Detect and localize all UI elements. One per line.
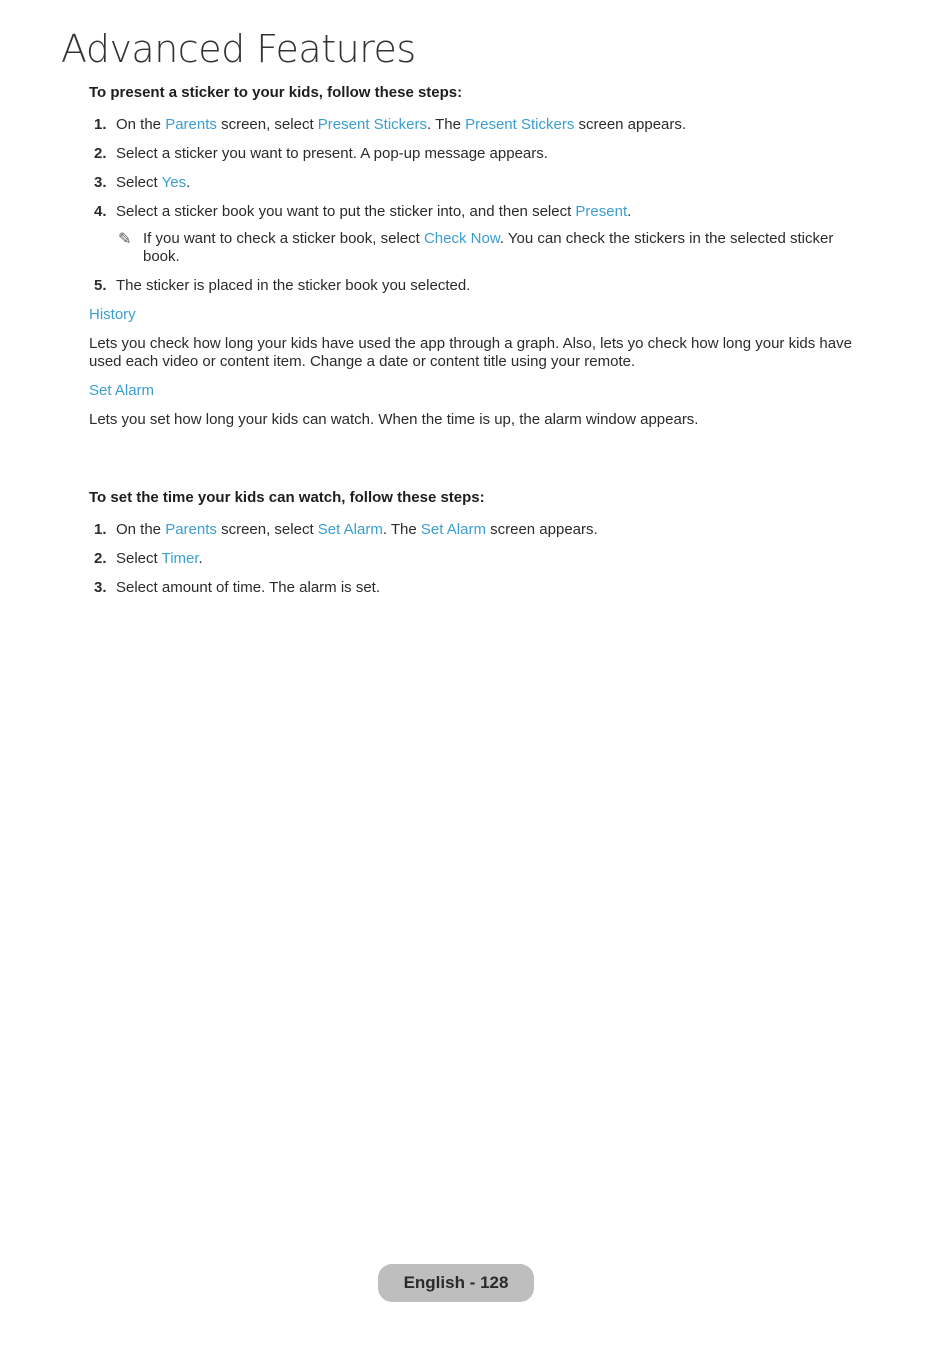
step-number: 2. — [94, 145, 107, 162]
step-number: 5. — [94, 277, 107, 294]
step-number: 4. — [94, 203, 107, 220]
step-text: . — [198, 550, 203, 567]
history-text: Lets you check how long your kids have used the app through a graph. Also, lets yo check how long your kids have used each video or content item. Change a date or content title using your remote. — [89, 335, 852, 370]
section2-step-2 — [89, 550, 859, 568]
step-text: . — [627, 203, 632, 220]
check-now-link: Check Now — [423, 230, 500, 247]
step-text: Select a sticker book you want to put the sticker into, and then select — [116, 203, 576, 220]
section2-step-1 — [89, 521, 859, 539]
note — [89, 230, 859, 266]
page-title: Advanced Features — [61, 27, 416, 71]
pencil-note-icon: ✎ — [118, 229, 132, 248]
section2-step-3 — [89, 579, 859, 597]
section1-intro: To present a sticker to your kids, follow these steps: — [89, 84, 463, 101]
step-text: Select — [116, 550, 162, 567]
step-text: Select amount of time. The alarm is set. — [116, 579, 381, 596]
set-alarm-link: Set Alarm — [317, 521, 383, 538]
step-number: 3. — [94, 579, 107, 596]
step-number: 3. — [94, 174, 107, 191]
step-text: . The — [427, 116, 466, 133]
step-number: 1. — [94, 116, 107, 133]
section2-steps — [89, 521, 859, 597]
section2-intro: To set the time your kids can watch, follow these steps: — [89, 489, 485, 506]
history-heading: History — [89, 306, 136, 323]
section1-steps — [89, 116, 859, 295]
present-stickers-link: Present Stickers — [465, 116, 575, 133]
set-alarm-link: Set Alarm — [420, 521, 486, 538]
section1-step-5 — [89, 277, 859, 295]
yes-link: Yes — [161, 174, 187, 191]
step-text: . — [186, 174, 191, 191]
step-text: screen appears. — [485, 521, 598, 538]
step-text: Select — [116, 174, 162, 191]
step-text: On the — [116, 521, 166, 538]
document-body — [89, 84, 859, 608]
set-alarm-text: Lets you set how long your kids can watch. When the time is up, the alarm window appears. — [89, 411, 699, 428]
step-text: The sticker is placed in the sticker book you selected. — [116, 277, 471, 294]
step-text: screen appears. — [574, 116, 687, 133]
present-link: Present — [575, 203, 628, 220]
note-text: . You can check the stickers in the selected sticker book. — [143, 230, 834, 265]
section1-step-4 — [89, 203, 859, 221]
set-alarm-heading: Set Alarm — [89, 382, 155, 399]
step-text: screen, select — [216, 521, 318, 538]
step-text: On the — [116, 116, 166, 133]
step-number: 1. — [94, 521, 107, 538]
section1-step-2 — [89, 145, 859, 163]
present-stickers-link: Present Stickers — [317, 116, 428, 133]
step-number: 2. — [94, 550, 107, 567]
page-number-badge: English - 128 — [378, 1264, 534, 1302]
section1-step-3 — [89, 174, 859, 192]
step-text: Select a sticker you want to present. A pop-up message appears. — [116, 145, 548, 162]
timer-link: Timer — [161, 550, 199, 567]
note-text: If you want to check a sticker book, select — [143, 230, 424, 247]
parents-link: Parents — [165, 116, 217, 133]
section1-step-1 — [89, 116, 859, 134]
step-text: screen, select — [216, 116, 318, 133]
step-text: . The — [382, 521, 421, 538]
spacer — [89, 440, 859, 489]
parents-link: Parents — [165, 521, 217, 538]
